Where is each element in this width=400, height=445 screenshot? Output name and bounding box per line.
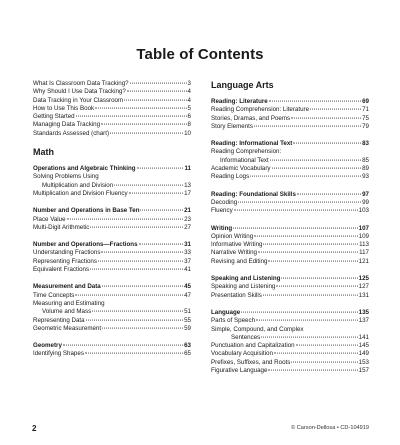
toc-entry-page: 109: [358, 232, 369, 240]
toc-entry-page: 117: [359, 249, 369, 257]
toc-group: [211, 309, 369, 375]
toc-group: [33, 283, 191, 333]
toc-entry-label: Reading: Literature: [211, 98, 268, 105]
dot-leader: [139, 244, 184, 245]
dot-leader: [102, 286, 183, 287]
toc-entry-page: 103: [358, 207, 369, 215]
dot-leader: [274, 353, 358, 354]
dot-leader: [90, 226, 183, 227]
toc-entry-label: Representing Fractions: [33, 257, 97, 265]
toc-entry-page: 59: [184, 324, 191, 332]
math-groups: [33, 165, 191, 359]
toc-entry-label: Solving Problems Using: [33, 173, 99, 181]
toc-entry-label: Reading Comprehension: Literature: [211, 106, 310, 114]
toc-entry-label: Reading: Foundational Skills: [211, 190, 296, 198]
toc-entry: [33, 224, 191, 232]
toc-entry-page: 89: [362, 165, 369, 173]
page-number: 2: [32, 424, 37, 433]
toc-entry: [211, 157, 369, 165]
toc-group: [33, 342, 191, 359]
right-column: [211, 80, 369, 384]
dot-leader: [263, 294, 358, 295]
toc-entry: [211, 233, 369, 241]
toc-entry-page: 13: [184, 181, 191, 189]
toc-entry-label: Writing: [211, 224, 233, 232]
intro-list: [33, 80, 191, 138]
toc-entry-label: Figurative Language: [211, 367, 268, 375]
toc-entry-page: 69: [362, 98, 369, 105]
toc-heading: [33, 241, 191, 249]
toc-entry-label: Operations and Algebraic Thinking: [33, 165, 136, 173]
dot-leader: [272, 168, 362, 169]
toc-entry: [211, 148, 369, 156]
dot-leader: [291, 117, 361, 118]
toc-entry: [33, 325, 191, 333]
toc-entry: [33, 113, 191, 121]
dot-leader: [269, 101, 361, 102]
toc-entry-page: 31: [184, 241, 191, 249]
toc-entry: [33, 216, 191, 224]
toc-entry-label: Speaking and Listening: [211, 275, 281, 283]
toc-group: [211, 275, 369, 300]
toc-entry: [33, 317, 191, 325]
toc-entry: [33, 249, 191, 257]
toc-entry-label: Place Value: [33, 215, 66, 223]
toc-entry: [33, 88, 191, 96]
toc-entry-label: How to Use This Book: [33, 104, 95, 112]
dot-leader: [67, 218, 184, 219]
toc-entry-page: 145: [358, 342, 369, 350]
toc-entry: [33, 350, 191, 358]
toc-entry-page: 75: [362, 114, 369, 122]
toc-entry-label: Standards Assessed (chart): [33, 129, 110, 137]
toc-entry: [211, 115, 369, 123]
dot-leader: [92, 311, 183, 312]
toc-entry-label: Measuring and Estimating: [33, 299, 105, 307]
dot-leader: [102, 327, 183, 328]
toc-entry-page: 8: [187, 121, 191, 129]
toc-entry-label: Identifying Shapes: [33, 350, 84, 358]
toc-entry: [211, 317, 369, 325]
toc-heading: [211, 98, 369, 106]
toc-group: [33, 207, 191, 232]
toc-entry: [33, 292, 191, 300]
toc-entry: [33, 97, 191, 105]
dot-leader: [140, 210, 183, 211]
dot-leader: [85, 353, 183, 354]
toc-entry: [33, 130, 191, 138]
dot-leader: [281, 278, 357, 279]
toc-entry-label: Reading Logs: [211, 173, 250, 181]
toc-entry-page: 17: [184, 189, 191, 197]
dot-leader: [293, 143, 361, 144]
toc-entry-page: 113: [359, 241, 369, 249]
toc-entry-label: Academic Vocabulary: [211, 165, 271, 173]
toc-entry-label: Number and Operations—Fractions: [33, 241, 138, 249]
toc-entry-label: Equivalent Fractions: [33, 266, 90, 274]
toc-entry-label: Presentation Skills: [211, 291, 262, 299]
toc-entry-label: Multi-Digit Arithmetic: [33, 223, 90, 231]
toc-entry: [33, 121, 191, 129]
toc-entry-label: Volume and Mass: [42, 308, 92, 316]
toc-entry-label: Parts of Speech: [211, 317, 256, 325]
toc-entry-page: 4: [187, 96, 191, 104]
section-title-math: Math: [33, 147, 54, 158]
toc-entry-page: 37: [184, 257, 191, 265]
dot-leader: [241, 312, 357, 313]
toc-entry-label: Prefixes, Suffixes, and Roots: [211, 358, 291, 366]
toc-entry-page: 131: [358, 291, 369, 299]
toc-entry-label: Managing Data Tracking: [33, 121, 101, 129]
toc-entry-page: 135: [358, 308, 369, 316]
dot-leader: [110, 132, 183, 133]
toc-group: [33, 241, 191, 274]
toc-entry-page: 97: [362, 190, 369, 198]
toc-entry-label: Reading: Informational Text: [211, 140, 293, 148]
dot-leader: [296, 345, 358, 346]
dot-leader: [95, 107, 186, 108]
toc-heading: [211, 309, 369, 317]
dot-leader: [258, 252, 358, 253]
toc-entry: [211, 342, 369, 350]
toc-entry: [33, 190, 191, 198]
toc-entry-page: 65: [184, 350, 191, 358]
toc-entry: [211, 106, 369, 114]
toc-group: [33, 165, 191, 198]
toc-entry-label: Why Should I Use Data Tracking?: [33, 88, 126, 96]
dot-leader: [127, 91, 187, 92]
toc-entry-page: 127: [358, 283, 369, 291]
toc-entry-page: 99: [362, 198, 369, 206]
toc-entry: [211, 165, 369, 173]
toc-entry-page: 141: [358, 333, 369, 341]
toc-entry-label: Understanding Fractions: [33, 249, 101, 257]
dot-leader: [75, 294, 183, 295]
toc-entry: [211, 283, 369, 291]
toc-group: [211, 98, 369, 131]
language-arts-groups: [211, 98, 369, 375]
dot-leader: [276, 286, 357, 287]
dot-leader: [98, 260, 183, 261]
toc-entry-page: 45: [184, 283, 191, 291]
dot-leader: [114, 184, 183, 185]
toc-entry-label: Geometry: [33, 342, 62, 350]
dot-leader: [261, 336, 357, 337]
toc-entry-page: 4: [187, 88, 191, 96]
dot-leader: [234, 210, 358, 211]
dot-leader: [63, 345, 183, 346]
toc-entry: [211, 199, 369, 207]
toc-heading: [33, 342, 191, 350]
dot-leader: [101, 124, 186, 125]
toc-entry: [33, 173, 191, 181]
toc-entry-page: 85: [362, 156, 369, 164]
dot-leader: [90, 269, 183, 270]
toc-entry-label: Data Tracking in Your Classroom: [33, 96, 124, 104]
dot-leader: [130, 83, 187, 84]
toc-entry-page: 137: [358, 317, 369, 325]
toc-entry-page: 41: [184, 266, 191, 274]
toc-entry-label: Vocabulary Acquisition: [211, 350, 273, 358]
toc-entry-page: 3: [187, 80, 191, 87]
dot-leader: [256, 320, 358, 321]
toc-entry-page: 27: [184, 223, 191, 231]
toc-entry-label: Representing Data: [33, 316, 85, 324]
page-title: Table of Contents: [136, 46, 264, 63]
toc-entry-page: 21: [184, 207, 191, 215]
dot-leader: [76, 116, 187, 117]
toc-entry-page: 83: [362, 140, 369, 148]
toc-entry: [33, 80, 191, 88]
toc-entry-label: Story Elements: [211, 122, 253, 130]
dot-leader: [86, 319, 184, 320]
toc-heading: [33, 207, 191, 215]
toc-entry-label: Getting Started: [33, 113, 75, 121]
dot-leader: [254, 125, 361, 126]
toc-group: [211, 225, 369, 266]
dot-leader: [268, 370, 357, 371]
dot-leader: [238, 202, 361, 203]
toc-entry-page: 121: [358, 257, 369, 265]
toc-entry-page: 125: [358, 275, 369, 283]
toc-entry-page: 51: [184, 308, 191, 316]
toc-heading: [211, 191, 369, 199]
toc-entry-label: Informational Text: [220, 156, 269, 164]
toc-entry-label: What Is Classroom Data Tracking?: [33, 80, 129, 87]
dot-leader: [233, 227, 357, 228]
toc-entry-page: 33: [184, 249, 191, 257]
dot-leader: [297, 193, 361, 194]
dot-leader: [268, 260, 357, 261]
toc-entry-label: Geometric Measurement: [33, 324, 102, 332]
toc-entry: [33, 266, 191, 274]
toc-entry-page: 153: [358, 358, 369, 366]
toc-heading: [211, 275, 369, 283]
toc-entry-page: 47: [184, 291, 191, 299]
toc-entry-label: Time Concepts: [33, 291, 75, 299]
toc-entry-label: Multiplication and Division Fluency: [33, 189, 128, 197]
toc-heading: [33, 165, 191, 173]
toc-entry: [211, 241, 369, 249]
toc-group: [211, 140, 369, 181]
toc-entry-label: Revising and Editing: [211, 257, 268, 265]
toc-entry: [211, 123, 369, 131]
toc-heading: [211, 140, 369, 148]
toc-entry: [211, 334, 369, 342]
toc-entry-label: Fluency: [211, 207, 233, 215]
toc-entry-label: Speaking and Listening: [211, 283, 276, 291]
toc-entry-page: 10: [184, 129, 191, 137]
dot-leader: [263, 244, 358, 245]
toc-entry-label: Multiplication and Division: [42, 181, 114, 189]
toc-entry: [33, 300, 191, 308]
toc-entry-label: Number and Operations in Base Ten: [33, 207, 140, 215]
toc-entry-label: Informative Writing: [211, 241, 263, 249]
section-title-language-arts: Language Arts: [211, 80, 274, 90]
toc-entry-page: 157: [358, 367, 369, 375]
toc-entry: [211, 350, 369, 358]
toc-entry: [211, 326, 369, 334]
toc-entry-page: 63: [184, 342, 191, 350]
toc-entry: [33, 105, 191, 113]
dot-leader: [101, 252, 183, 253]
toc-entry-label: Sentences: [231, 333, 261, 341]
dot-leader: [291, 361, 357, 362]
toc-entry: [33, 258, 191, 266]
toc-entry-page: 55: [184, 316, 191, 324]
toc-entry-page: 149: [358, 350, 369, 358]
toc-entry: [33, 308, 191, 316]
toc-entry-page: 5: [187, 104, 191, 112]
toc-entry: [211, 258, 369, 266]
toc-entry: [33, 182, 191, 190]
dot-leader: [254, 235, 357, 236]
copyright-notice: © Carson-Dellosa • CD-104919: [291, 425, 369, 431]
left-column: [33, 80, 191, 368]
toc-group: [211, 191, 369, 216]
toc-entry: [211, 359, 369, 367]
toc-entry-label: Stories, Dramas, and Poems: [211, 114, 291, 122]
toc-entry: [211, 292, 369, 300]
dot-leader: [310, 109, 361, 110]
toc-heading: [33, 283, 191, 291]
toc-entry-page: 23: [184, 215, 191, 223]
dot-leader: [137, 168, 184, 169]
toc-entry-label: Punctuation and Capitalization: [211, 342, 295, 350]
toc-entry: [211, 249, 369, 257]
toc-entry-page: 79: [362, 122, 369, 130]
toc-entry-label: Simple, Compound, and Complex: [211, 325, 304, 333]
toc-entry-label: Narrative Writing: [211, 249, 257, 257]
toc-entry-label: Language: [211, 308, 241, 316]
toc-heading: [211, 225, 369, 233]
toc-entry: [211, 367, 369, 375]
toc-entry: [211, 173, 369, 181]
dot-leader: [270, 159, 361, 160]
toc-entry-label: Decoding: [211, 198, 238, 206]
dot-leader: [250, 176, 361, 177]
toc-entry-page: 6: [187, 113, 191, 121]
toc-entry-label: Reading Comprehension:: [211, 148, 282, 156]
toc-entry-label: Measurement and Data: [33, 283, 101, 291]
toc-entry-page: 93: [362, 173, 369, 181]
toc-entry-page: 11: [184, 165, 191, 173]
toc-entry: [211, 207, 369, 215]
toc-entry-page: 107: [358, 224, 369, 232]
dot-leader: [124, 99, 186, 100]
toc-entry-label: Opinion Writing: [211, 232, 254, 240]
dot-leader: [129, 193, 184, 194]
toc-entry-page: 71: [362, 106, 369, 114]
